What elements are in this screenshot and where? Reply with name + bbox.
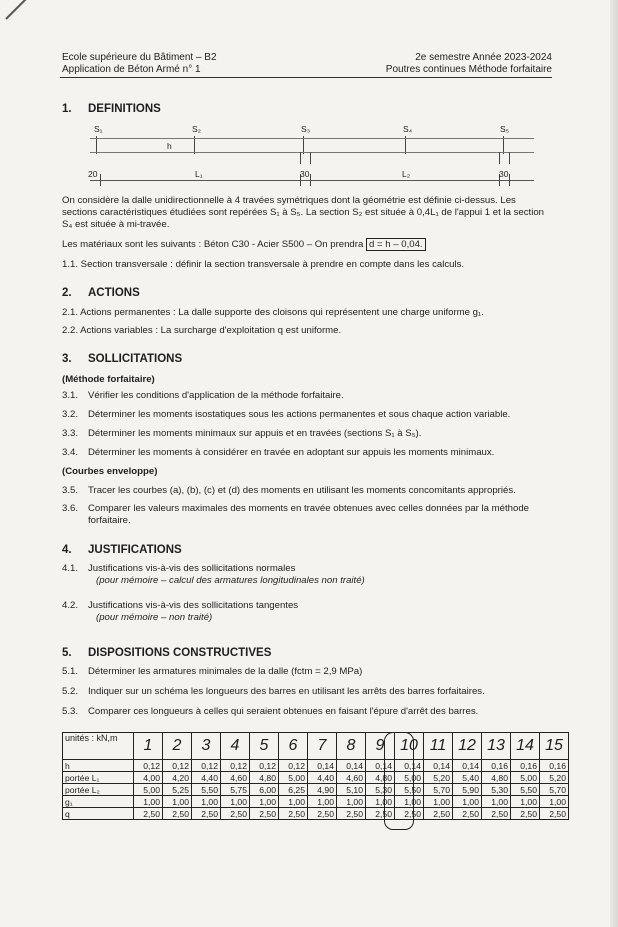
table-cell: 1,00 bbox=[279, 796, 308, 808]
row-label: portée L₂ bbox=[63, 784, 134, 796]
dim-30-b: 30 bbox=[499, 169, 509, 179]
table-cell: 2,50 bbox=[308, 808, 337, 820]
table-cell: 0,14 bbox=[366, 760, 395, 772]
table-cell: 4,80 bbox=[250, 772, 279, 784]
col-header: 15 bbox=[540, 733, 569, 760]
table-cell: 5,50 bbox=[511, 784, 540, 796]
table-cell: 2,50 bbox=[366, 808, 395, 820]
table-cell: 4,40 bbox=[192, 772, 221, 784]
slab-bottom-line bbox=[90, 152, 534, 153]
table-cell: 5,00 bbox=[134, 784, 163, 796]
dim-20: 20 bbox=[88, 169, 98, 179]
table-cell: 4,20 bbox=[163, 772, 192, 784]
row-label: g₁ bbox=[63, 796, 134, 808]
units-cell: unités : kN,m bbox=[63, 733, 134, 760]
table-cell: 2,50 bbox=[221, 808, 250, 820]
table-cell: 0,14 bbox=[308, 760, 337, 772]
table-cell: 5,30 bbox=[482, 784, 511, 796]
item-3-4: 3.4. Déterminer les moments à considérer en travée en adoptant sur appuis les moments minimaux. bbox=[62, 447, 495, 458]
table-cell: 0,12 bbox=[192, 760, 221, 772]
item-3-6: 3.6. Comparer les valeurs maximales des moments en travée obtenues avec celles données par la méthode forfaitaire. bbox=[62, 503, 530, 526]
section-label-s5: S₅ bbox=[500, 124, 510, 134]
item-3-2: 3.2. Déterminer les moments isostatiques sous les actions permanentes et sous chaque action variable. bbox=[62, 409, 511, 420]
item-4-2: 4.2. Justifications vis-à-vis des sollicitations tangentes bbox=[62, 600, 299, 611]
section-label-s2: S₂ bbox=[192, 124, 201, 134]
item-3-5: 3.5. Tracer les courbes (a), (b), (c) et (d) des moments en utilisant les moments concomitants appropriés. bbox=[62, 485, 516, 496]
section-1-title: 1. DEFINITIONS bbox=[62, 103, 161, 115]
section-label-s4: S₄ bbox=[403, 124, 413, 134]
table-cell: 1,00 bbox=[395, 796, 424, 808]
slab-top-line bbox=[90, 138, 534, 139]
table-cell: 5,00 bbox=[279, 772, 308, 784]
header-rule bbox=[60, 77, 552, 78]
table-cell: 2,50 bbox=[424, 808, 453, 820]
table-cell: 1,00 bbox=[163, 796, 192, 808]
support-5-right bbox=[509, 152, 510, 164]
table-cell: 0,14 bbox=[453, 760, 482, 772]
dim-30-a: 30 bbox=[300, 169, 310, 179]
table-cell: 0,12 bbox=[221, 760, 250, 772]
table-cell: 0,14 bbox=[337, 760, 366, 772]
dim-tick-5 bbox=[509, 174, 510, 186]
handwritten-circle-col-10 bbox=[384, 732, 414, 830]
item-5-2: 5.2. Indiquer sur un schéma les longueurs des barres en utilisant les arrêts des barres forfaitaires. bbox=[62, 686, 485, 697]
table-cell: 1,00 bbox=[134, 796, 163, 808]
table-cell: 4,40 bbox=[308, 772, 337, 784]
table-row-q bbox=[63, 808, 569, 820]
data-table bbox=[62, 732, 569, 820]
height-label: h bbox=[167, 141, 172, 151]
item-4-1: 4.1. Justifications vis-à-vis des sollicitations normales bbox=[62, 563, 296, 574]
table-cell: 2,50 bbox=[250, 808, 279, 820]
table-cell: 0,16 bbox=[482, 760, 511, 772]
dim-tick-1 bbox=[100, 174, 101, 186]
table-cell: 6,00 bbox=[250, 784, 279, 796]
table-cell: 2,50 bbox=[337, 808, 366, 820]
table-cell: 2,50 bbox=[192, 808, 221, 820]
table-cell: 2,50 bbox=[163, 808, 192, 820]
table-cell: 1,00 bbox=[308, 796, 337, 808]
table-row-g1 bbox=[63, 796, 569, 808]
table-cell: 2,50 bbox=[540, 808, 569, 820]
table-cell: 5,50 bbox=[192, 784, 221, 796]
item-5-3: 5.3. Comparer ces longueurs à celles qui seraient obtenues en faisant l'épure d'arrêt des barres. bbox=[62, 706, 479, 717]
section-2-title: 2. ACTIONS bbox=[62, 287, 140, 299]
col-header: 11 bbox=[424, 733, 453, 760]
support-5-left bbox=[499, 152, 500, 164]
subheading-courbes: (Courbes enveloppe) bbox=[62, 466, 158, 477]
col-header: 6 bbox=[279, 733, 308, 760]
table-cell: 1,00 bbox=[424, 796, 453, 808]
table-cell: 1,00 bbox=[511, 796, 540, 808]
table-cell: 6,25 bbox=[279, 784, 308, 796]
table-cell: 5,90 bbox=[453, 784, 482, 796]
col-header: 12 bbox=[453, 733, 482, 760]
table-cell: 0,12 bbox=[250, 760, 279, 772]
item-5-1: 5.1. Déterminer les armatures minimales de la dalle (fctm = 2,9 MPa) bbox=[62, 666, 363, 677]
support-3-right bbox=[310, 152, 311, 164]
subheading-methode: (Méthode forfaitaire) bbox=[62, 374, 155, 385]
dimension-line bbox=[90, 180, 534, 181]
table-cell: 0,16 bbox=[540, 760, 569, 772]
scan-edge bbox=[610, 0, 618, 927]
dim-tick-3 bbox=[310, 174, 311, 186]
table-cell: 5,10 bbox=[337, 784, 366, 796]
table-cell: 1,00 bbox=[540, 796, 569, 808]
table-cell: 0,14 bbox=[424, 760, 453, 772]
table-cell: 2,50 bbox=[453, 808, 482, 820]
support-3-left bbox=[300, 152, 301, 164]
col-header: 14 bbox=[511, 733, 540, 760]
table-cell: 2,50 bbox=[134, 808, 163, 820]
table-cell: 5,20 bbox=[540, 772, 569, 784]
item-4-2-note: (pour mémoire – non traité) bbox=[96, 612, 213, 623]
table-row-h bbox=[63, 760, 569, 772]
table-cell: 4,80 bbox=[366, 772, 395, 784]
table-cell: 5,50 bbox=[395, 784, 424, 796]
item-2-1: 2.1. Actions permanentes : La dalle supporte des cloisons qui représentent une charge uniforme g₁. bbox=[62, 307, 484, 318]
col-header: 5 bbox=[250, 733, 279, 760]
table-cell: 5,70 bbox=[424, 784, 453, 796]
table-cell: 4,80 bbox=[482, 772, 511, 784]
col-header: 1 bbox=[134, 733, 163, 760]
col-header: 9 bbox=[366, 733, 395, 760]
col-header: 2 bbox=[163, 733, 192, 760]
table-cell: 5,30 bbox=[366, 784, 395, 796]
col-header: 10 bbox=[395, 733, 424, 760]
table-cell: 4,90 bbox=[308, 784, 337, 796]
table-cell: 4,60 bbox=[337, 772, 366, 784]
table-cell: 1,00 bbox=[482, 796, 511, 808]
col-header: 3 bbox=[192, 733, 221, 760]
table-cell: 1,00 bbox=[366, 796, 395, 808]
table-cell: 1,00 bbox=[337, 796, 366, 808]
table-cell: 4,00 bbox=[134, 772, 163, 784]
table-cell: 5,75 bbox=[221, 784, 250, 796]
table-cell: 0,14 bbox=[395, 760, 424, 772]
table-cell: 0,16 bbox=[511, 760, 540, 772]
table-cell: 5,00 bbox=[395, 772, 424, 784]
table-cell: 5,40 bbox=[453, 772, 482, 784]
table-cell: 1,00 bbox=[192, 796, 221, 808]
definition-paragraph: On considère la dalle unidirectionnelle à 4 travées symétriques dont la géométrie est définie ci-dessus. Les sections caractéristiques étudiées sont repérées S₁ à S₅. La section S₂ est située à 0,4L₁ de l'appui 1 et la section S₄ est située à mi-travée. bbox=[62, 195, 545, 230]
table-cell: 4,60 bbox=[221, 772, 250, 784]
row-label: portée L₁ bbox=[63, 772, 134, 784]
item-4-1-note: (pour mémoire – calcul des armatures longitudinales non traité) bbox=[96, 575, 365, 586]
table-cell: 5,25 bbox=[163, 784, 192, 796]
header-school: Ecole supérieure du Bâtiment – B2 bbox=[62, 52, 217, 63]
section-label-s3: S₃ bbox=[301, 124, 311, 134]
table-cell: 0,12 bbox=[163, 760, 192, 772]
table-row-portee-l2 bbox=[63, 784, 569, 796]
item-3-3: 3.3. Déterminer les moments minimaux sur appuis et en travées (sections S₁ à S₅). bbox=[62, 428, 422, 439]
table-cell: 1,00 bbox=[453, 796, 482, 808]
section-3-title: 3. SOLLICITATIONS bbox=[62, 353, 183, 365]
col-header: 4 bbox=[221, 733, 250, 760]
table-cell: 5,00 bbox=[511, 772, 540, 784]
table-cell: 1,00 bbox=[250, 796, 279, 808]
header-topic: Poutres continues Méthode forfaitaire bbox=[385, 64, 552, 75]
table-cell: 0,12 bbox=[279, 760, 308, 772]
table-header-row bbox=[63, 733, 569, 760]
table-cell: 5,70 bbox=[540, 784, 569, 796]
table-cell: 2,50 bbox=[279, 808, 308, 820]
section-label-s1: S₁ bbox=[94, 124, 103, 134]
table-cell: 1,00 bbox=[221, 796, 250, 808]
item-1-1: 1.1. Section transversale : définir la section transversale à prendre en compte dans les calculs. bbox=[62, 259, 465, 270]
row-label: h bbox=[63, 760, 134, 772]
dim-l2: L₂ bbox=[402, 169, 411, 179]
header-semester: 2e semestre Année 2023-2024 bbox=[415, 52, 552, 63]
col-header: 13 bbox=[482, 733, 511, 760]
header-course: Application de Béton Armé n° 1 bbox=[62, 64, 201, 75]
row-label: q bbox=[63, 808, 134, 820]
col-header: 7 bbox=[308, 733, 337, 760]
table-row-portee-l1 bbox=[63, 772, 569, 784]
pen-mark bbox=[5, 0, 33, 20]
materials-line: Les matériaux sont les suivants : Béton C30 - Acier S500 – On prendra d = h – 0,04. bbox=[62, 239, 426, 251]
table-cell: 0,12 bbox=[134, 760, 163, 772]
col-header: 8 bbox=[337, 733, 366, 760]
dim-l1: L₁ bbox=[195, 169, 203, 179]
table-cell: 2,50 bbox=[482, 808, 511, 820]
item-3-1: 3.1. Vérifier les conditions d'application de la méthode forfaitaire. bbox=[62, 390, 344, 401]
section-4-title: 4. JUSTIFICATIONS bbox=[62, 544, 182, 556]
item-2-2: 2.2. Actions variables : La surcharge d'exploitation q est uniforme. bbox=[62, 325, 342, 336]
section-5-title: 5. DISPOSITIONS CONSTRUCTIVES bbox=[62, 647, 272, 659]
table-cell: 2,50 bbox=[511, 808, 540, 820]
d-formula: d = h – 0,04. bbox=[366, 238, 426, 251]
table-cell: 2,50 bbox=[395, 808, 424, 820]
table-cell: 5,20 bbox=[424, 772, 453, 784]
